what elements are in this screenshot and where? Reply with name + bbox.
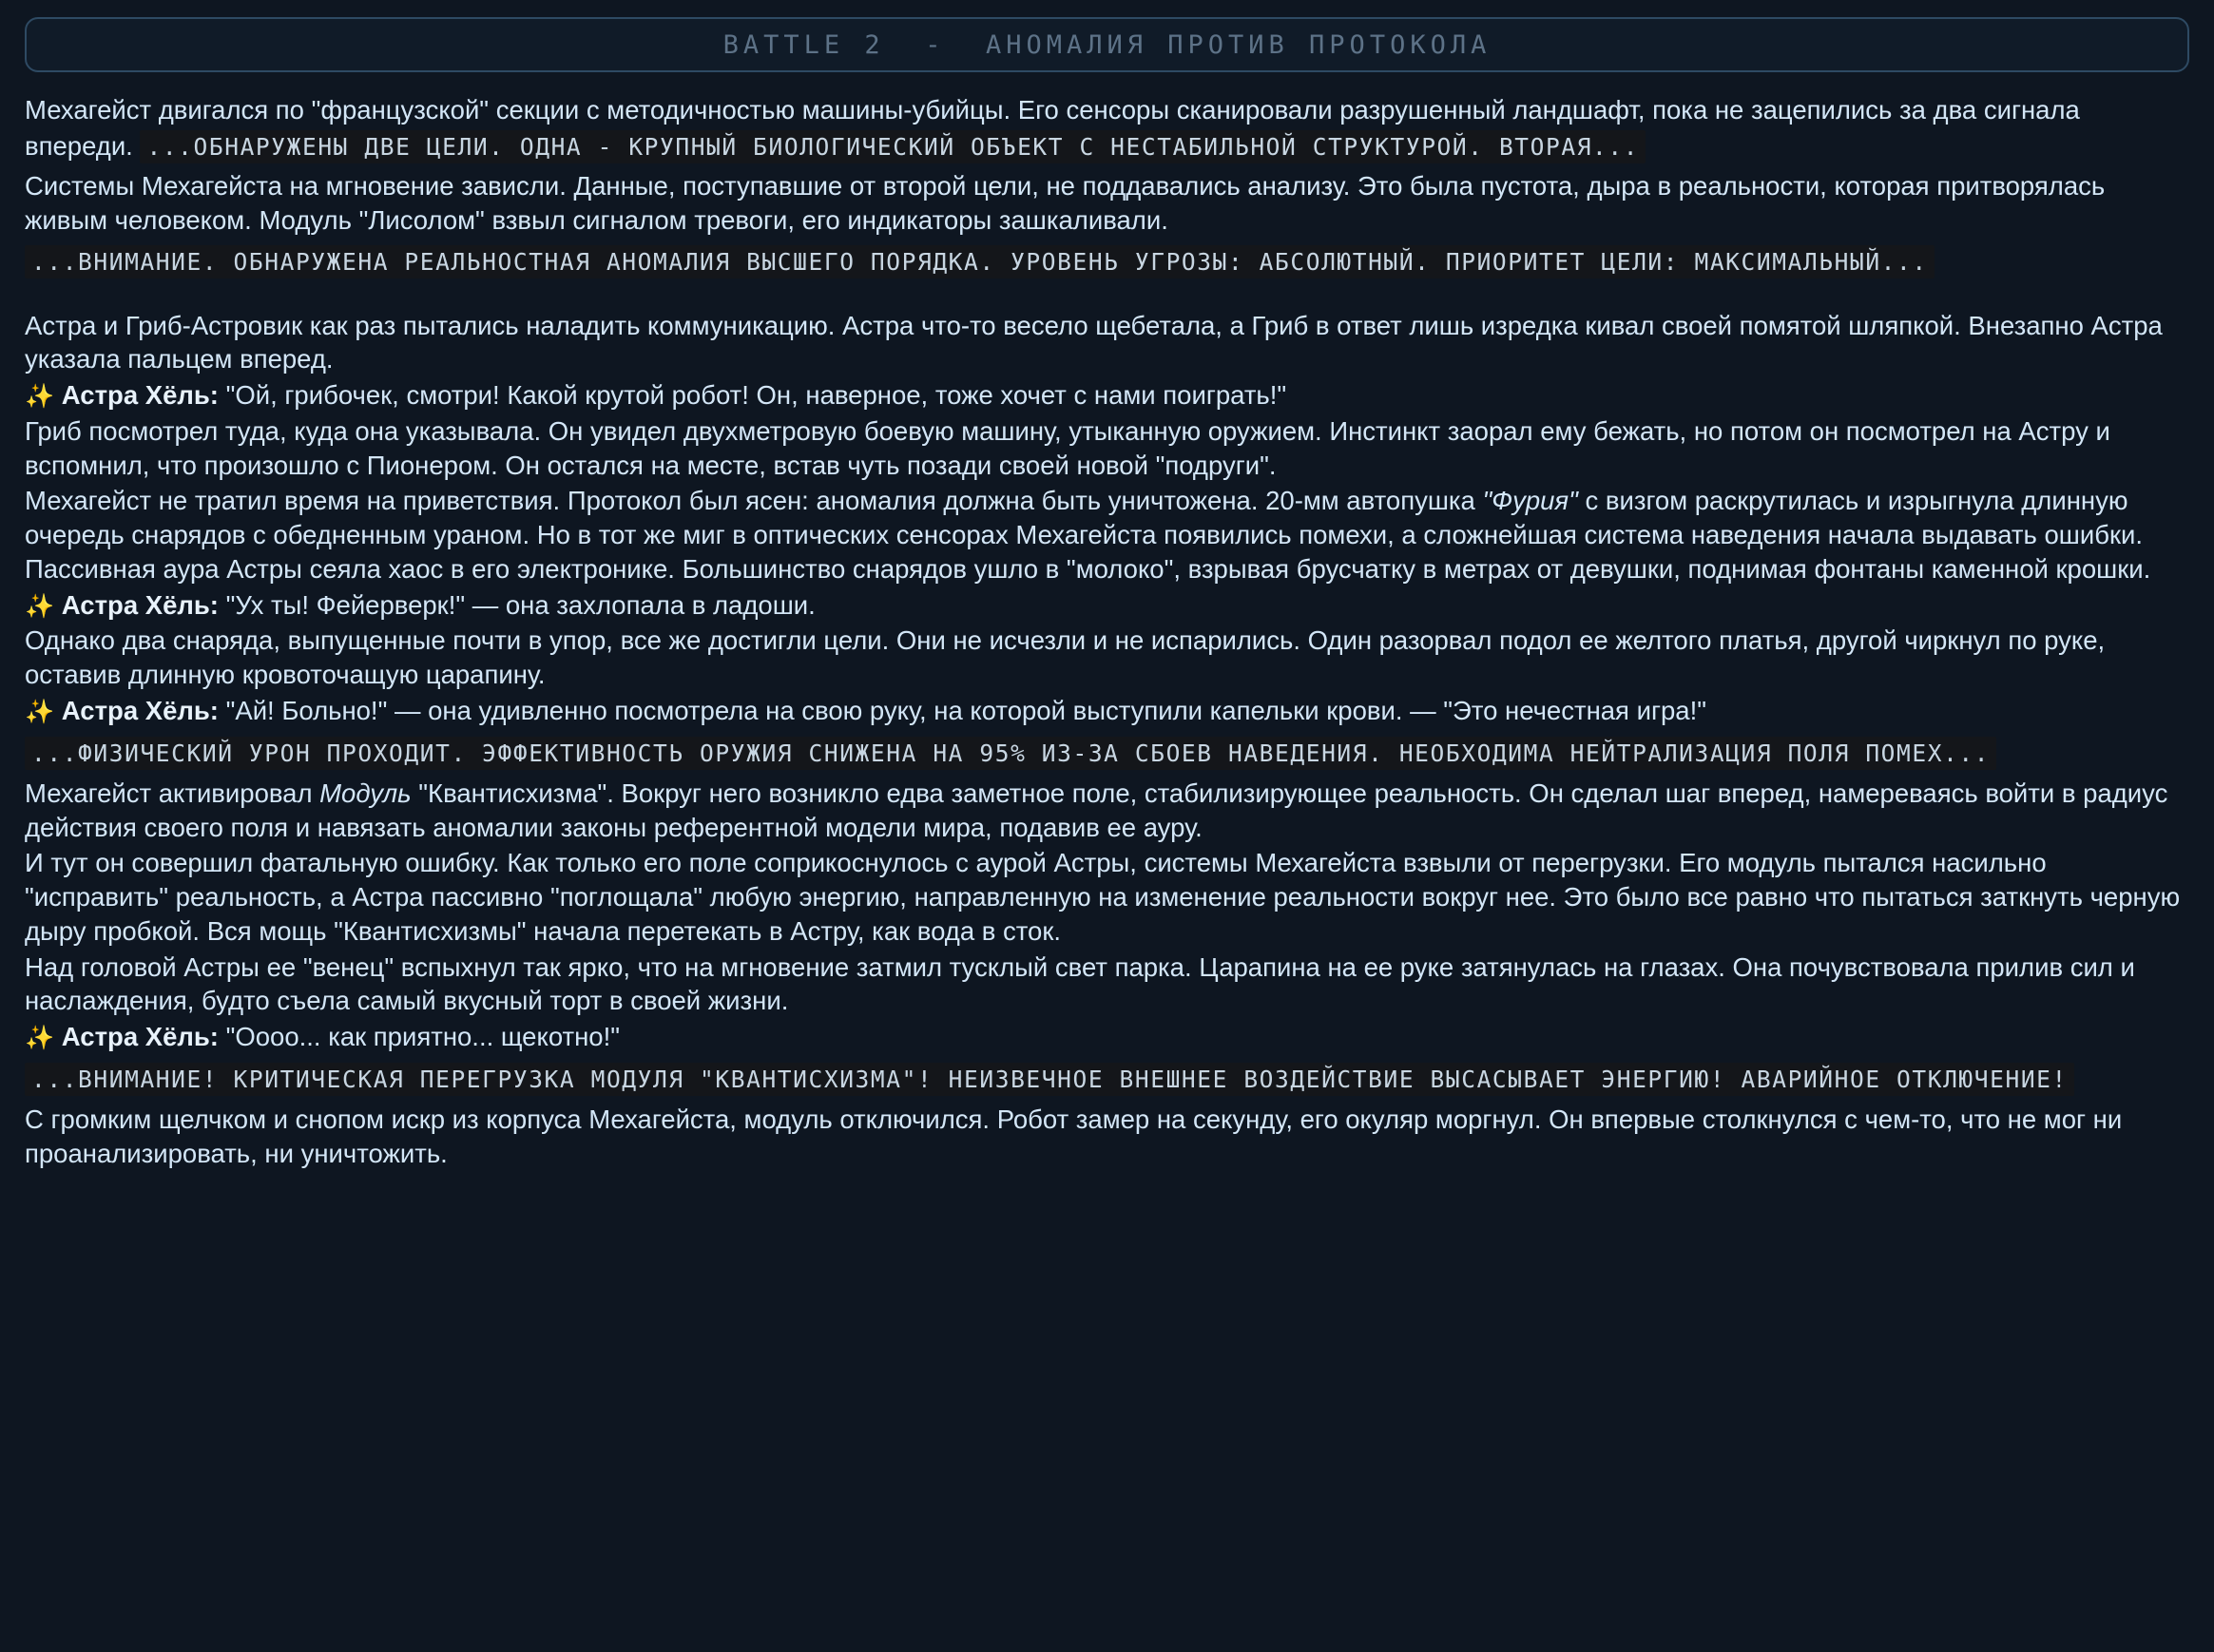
sparkle-icon: ✨ [25,698,55,725]
dialogue-astra-1 [25,378,2189,413]
sparkle-icon: ✨ [25,383,55,411]
paragraph-4 [25,414,2189,483]
module-name-emphasis: Модуль [319,778,412,808]
speaker-name: Астра Хёль: [61,589,219,620]
system-message-4-line [25,1056,2189,1101]
paragraph-7-text-b: "Квантисхизма". Вокруг него возникло едва заметное поле, стабилизирующее реальность. Он сделал шаг вперед, намереваясь войти в радиус действия своего поля и навязать аномалии законы референтной модели мира, подавив ее ауру. [25,778,2168,842]
paragraph-4-text: Гриб посмотрел туда, куда она указывала. Он увидел двухметровую боевую машину, утыканную оружием. Инстинкт заорал ему бежать, но потом он посмотрел на Астру и вспомнил, что произошло с Пионером. Он остался на месте, встав чуть позади своей новой "подруги". [25,415,2110,480]
paragraph-1 [25,93,2189,167]
weapon-name-emphasis: "Фурия" [1482,486,1578,516]
battle-title-bar [25,17,2189,72]
paragraph-5-text-a: Мехагейст не тратил время на приветствия. Протокол был ясен: аномалия должна быть уничтожена. 20-мм автопушка [25,486,1483,516]
paragraph-2-text: Системы Мехагейста на мгновение зависли. Данные, поступавшие от второй цели, не поддавались анализу. Это была пустота, дыра в реальности, которая притворялась живым человеком. Модуль "Лисолом" взвыл сигналом тревоги, его индикаторы зашкаливали. [25,170,2106,235]
story-content [25,93,2189,1171]
paragraph-8-text: И тут он совершил фатальную ошибку. Как только его поле соприкоснулось с аурой Астры, системы Мехагейста взвыли от перегрузки. Его модуль пытался насильно "исправить" реальность, а Астра пассивно "поглощала" любую энергию, направленную на изменение реальности вокруг нее. Это было все равно что пытаться заткнуть черную дыру пробкой. Вся мощь "Квантисхизмы" начала перетекать в Астру, как вода в сток. [25,848,2181,946]
paragraph-6-text: Однако два снаряда, выпущенные почти в упор, все же достигли цели. Они не исчезли и не испарились. Один разорвал подол ее желтого платья, другой чиркнул по руке, оставив длинную кровоточащую царапину. [25,625,2106,690]
paragraph-5 [25,484,2189,586]
speaker-name: Астра Хёль: [61,695,219,725]
system-message-3: ...ФИЗИЧЕСКИЙ УРОН ПРОХОДИТ. ЭФФЕКТИВНОСТЬ ОРУЖИЯ СНИЖЕНА НА 95% ИЗ-ЗА СБОЕВ НАВЕДЕНИЯ. НЕОБХОДИМА НЕЙТРАЛИЗАЦИЯ ПОЛЯ ПОМЕХ... [25,737,1996,770]
dialogue-text: "Ай! Больно!" — она удивленно посмотрела на свою руку, на которой выступили капельки крови. — "Это нечестная игра!" [225,695,1706,725]
paragraph-9-text: Над головой Астры ее "венец" вспыхнул так ярко, что на мгновение затмил тусклый свет парка. Царапина на ее руке затянулась на глазах. Она почувствовала прилив сил и наслаждения, будто съела самый вкусный торт в своей жизни. [25,951,2135,1016]
system-message-3-line [25,730,2189,775]
speaker-name: Астра Хёль: [61,380,219,411]
paragraph-7 [25,777,2189,845]
dialogue-text: "Оооо... как приятно... щекотно!" [225,1022,620,1052]
system-message-2-line [25,239,2189,283]
page-title: BATTLE 2 - АНОМАЛИЯ ПРОТИВ ПРОТОКОЛА [722,29,1492,60]
dialogue-astra-4 [25,1020,2189,1054]
dialogue-astra-2 [25,588,2189,623]
paragraph-1-text: Мехагейст двигался по "французской" секции с методичностью машины-убийцы. Его сенсоры сканировали разрушенный ландшафт, пока не зацепились за два сигнала впереди. [25,95,2080,161]
sparkle-icon: ✨ [25,1025,55,1052]
paragraph-2 [25,169,2189,238]
dialogue-text: "Ух ты! Фейерверк!" — она захлопала в ладоши. [225,589,816,620]
paragraph-7-text-a: Мехагейст активировал [25,778,320,808]
paragraph-3-text: Астра и Гриб-Астровик как раз пытались наладить коммуникацию. Астра что-то весело щебетала, а Гриб в ответ лишь изредка кивал своей помятой шляпкой. Внезапно Астра указала пальцем вперед. [25,310,2163,375]
paragraph-5-text-b: с визгом раскрутилась и изрыгнула длинную очередь снарядов с обедненным ураном. Но в тот же миг в оптических сенсорах Мехагейста появились помехи, а сложнейшая система наведения начала выдавать ошибки. Пассивная аура Астры сеяла хаос в его электронике. Большинство снарядов ушло в "молоко", взрывая брусчатку в метрах от девушки, поднимая фонтаны каменной крошки. [25,486,2151,584]
paragraph-6 [25,624,2189,692]
system-message-2: ...ВНИМАНИЕ. ОБНАРУЖЕНА РЕАЛЬНОСТНАЯ АНОМАЛИЯ ВЫСШЕГО ПОРЯДКА. УРОВЕНЬ УГРОЗЫ: АБСОЛЮТНЫЙ. ПРИОРИТЕТ ЦЕЛИ: МАКСИМАЛЬНЫЙ... [25,245,1935,279]
sparkle-icon: ✨ [25,592,55,620]
dialogue-astra-3 [25,694,2189,728]
paragraph-10-text: С громким щелчком и снопом искр из корпуса Мехагейста, модуль отключился. Робот замер на секунду, его окуляр моргнул. Он впервые столкнулся с чем-то, что не мог ни проанализировать, ни уничтожить. [25,1105,2123,1169]
paragraph-9 [25,951,2189,1019]
speaker-name: Астра Хёль: [61,1022,219,1052]
paragraph-10 [25,1103,2189,1171]
paragraph-8 [25,846,2189,948]
dialogue-text: "Ой, грибочек, смотри! Какой крутой робот! Он, наверное, тоже хочет с нами поиграть!" [225,380,1287,411]
paragraph-3 [25,309,2189,377]
system-message-4: ...ВНИМАНИЕ! КРИТИЧЕСКАЯ ПЕРЕГРУЗКА МОДУЛЯ "КВАНТИСХИЗМА"! НЕИЗВЕЧНОЕ ВНЕШНЕЕ ВОЗДЕЙСТВИЕ ВЫСАСЫВАЕТ ЭНЕРГИЮ! АВАРИЙНОЕ ОТКЛЮЧЕНИЕ! [25,1063,2074,1096]
system-message-1: ...ОБНАРУЖЕНЫ ДВЕ ЦЕЛИ. ОДНА - КРУПНЫЙ БИОЛОГИЧЕСКИЙ ОБЪЕКТ С НЕСТАБИЛЬНОЙ СТРУКТУРОЙ. ВТОРАЯ... [140,130,1646,163]
